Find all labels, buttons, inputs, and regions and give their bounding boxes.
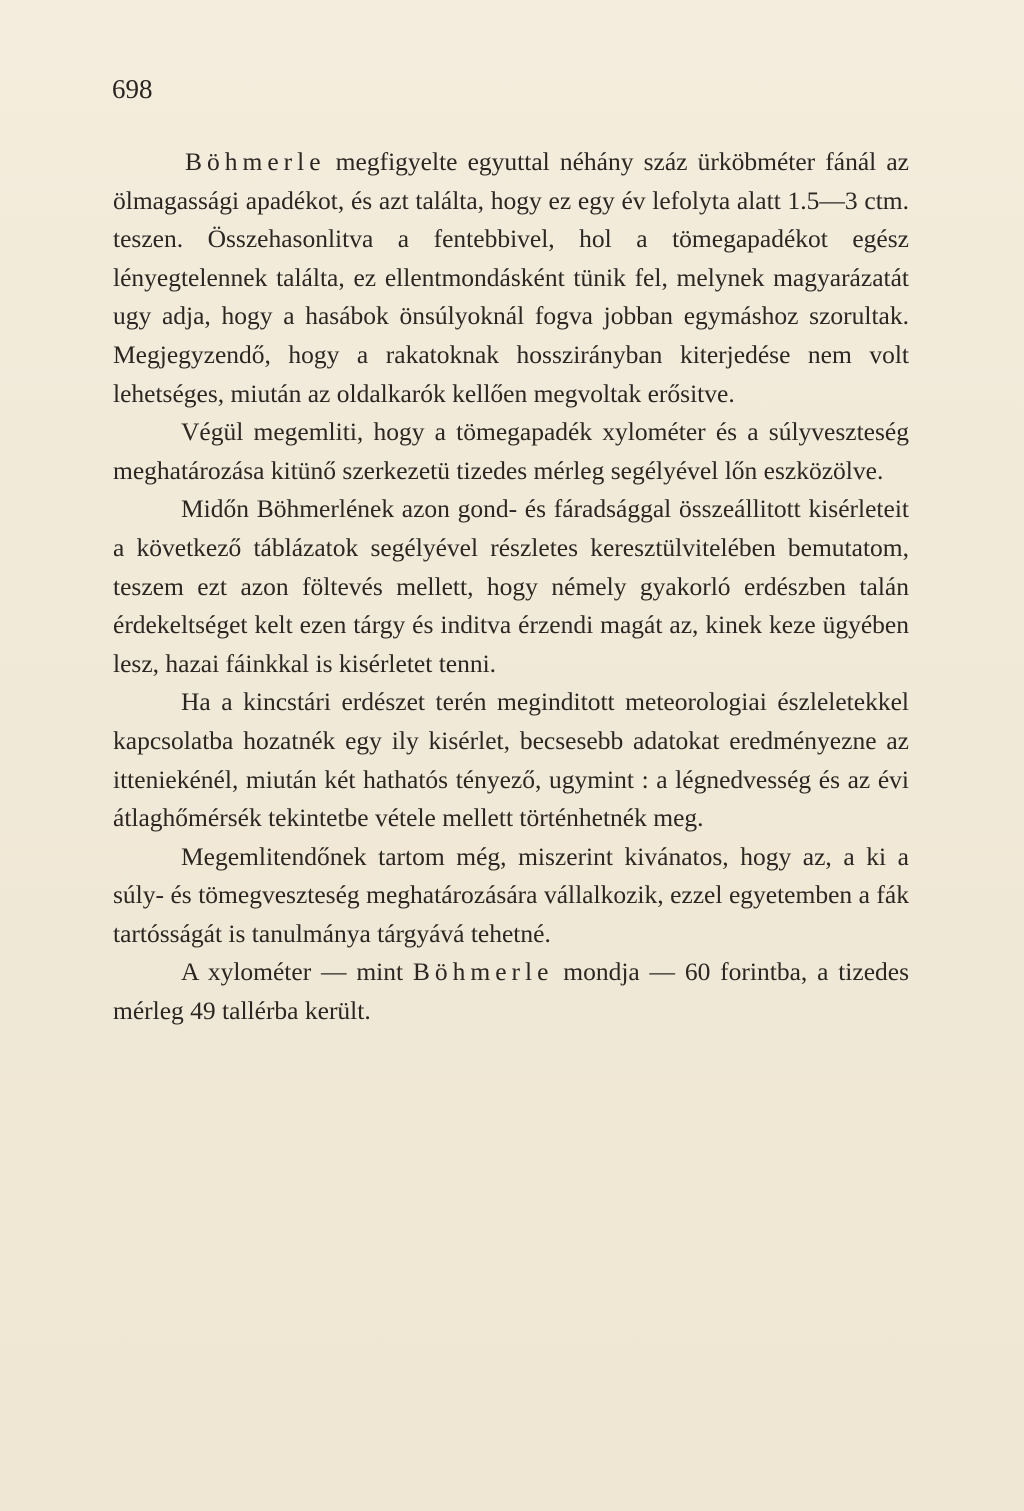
paragraph-6-after: mondja — 60 forintba, a tizedes mérleg 49 tallérba került.: [113, 957, 909, 1026]
paragraph-5: Megemlitendőnek tartom még, miszerint kivánatos, hogy az, a ki a súly- és tömegveszteség meghatározására vállalkozik, ezzel egyetemben a fák tartósságát is tanulmánya tárgyává tehetné.: [113, 841, 909, 948]
author-name-2: Böhmerle: [412, 957, 554, 987]
body-text: [113, 143, 909, 1031]
paragraph-2: Végül megemliti, hogy a tömegapadék xylométer és a súlyveszteség meghatározása kitünő szerkezetü tizedes mérleg segélyével lőn eszközölve.: [113, 417, 909, 485]
paragraph-6-before: A xylométer — mint: [181, 957, 413, 987]
paragraph-1-text: megfigyelte egyuttal néhány száz ürköbméter fánál az ölmagassági apadékot, és azt találta, hogy ez egy év lefolyta alatt 1.5—3 ctm. teszen. Összehasonlitva a fentebbivel, hol a tömegapadékot egész lényegtelennek találta, ez ellentmondásként tünik fel, melynek magyarázatát ugy adja, hogy a hasábok önsúlyoknál fogva jobban egymáshoz szorultak. Megjegyzendő, hogy a rakatoknak hosszirányban kiterjedése nem volt lehetséges, miután az oldalkarók kellően megvoltak erősitve.: [113, 147, 909, 408]
paragraph-1: [113, 143, 909, 413]
paragraph-4: Ha a kincstári erdészet terén meginditott meteorologiai észleletekkel kapcsolatba hozatnék egy ily kisérlet, becsesebb adatokat eredményezne az itteniekénél, miután két hathatós tényező, ugymint : a légnedvesség és az évi átlaghőmérsék tekintetbe vétele mellett történhetnék meg.: [113, 687, 909, 833]
author-name: Böhmerle: [185, 147, 326, 176]
paragraph-3: Midőn Böhmerlének azon gond- és fáradsággal összeállitott kisérleteit a következő táblázatok segélyével részletes keresztülvitelében bemutatom, teszem ezt azon föltevés mellett, hogy némely gyakorló erdészben talán érdekeltséget kelt ezen tárgy és inditva érzendi magát az, kinek keze ügyében lesz, hazai fáinkkal is kisérletet tenni.: [113, 494, 909, 678]
paragraph-6: [113, 953, 909, 1030]
page-number: 698: [112, 74, 153, 104]
